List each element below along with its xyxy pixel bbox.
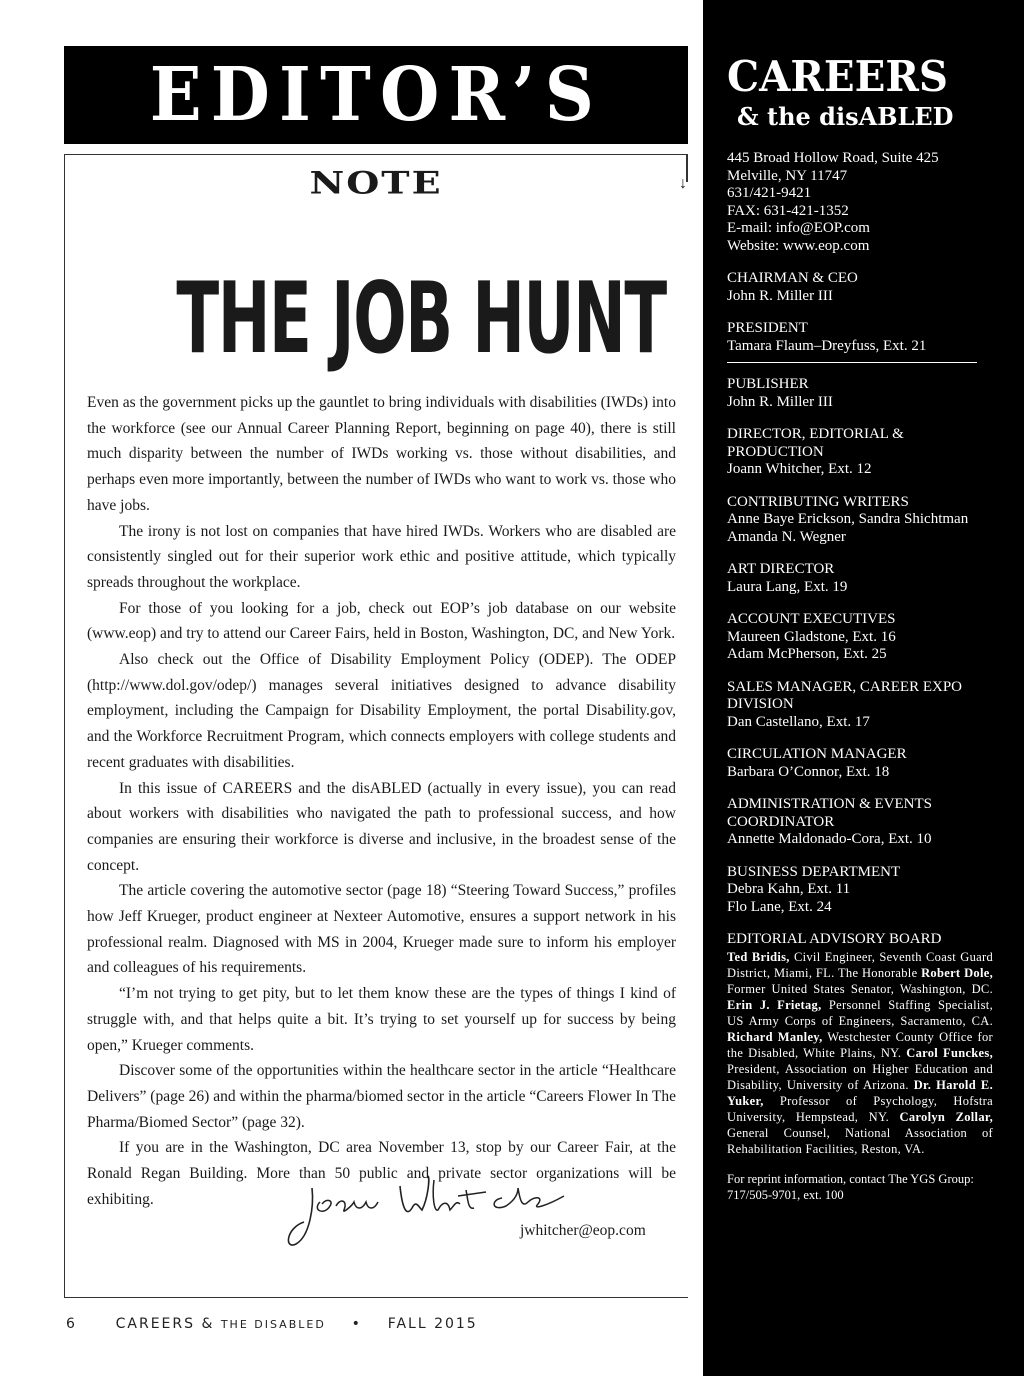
arrow-down-icon: ↓ (679, 175, 687, 192)
staff-entry (727, 494, 993, 547)
staff-role: CONTRIBUTING WRITERS (727, 493, 909, 510)
staff-role: SALES MANAGER, CAREER EXPO DIVISION (727, 678, 963, 712)
staff-name: Dan Castellano, Ext. 17 (727, 713, 870, 730)
masthead-sidebar (703, 0, 1024, 1376)
masthead-content (727, 150, 993, 1203)
board-title: EDITORIAL ADVISORY BOARD (727, 931, 942, 947)
staff-name: Tamara Flaum–Dreyfuss, Ext. 21 (727, 337, 927, 354)
board-member-name: Carolyn Zollar, (899, 1109, 994, 1124)
staff-role: CIRCULATION MANAGER (727, 746, 907, 762)
page-footer (66, 1316, 478, 1332)
advisory-board-text (727, 949, 993, 1157)
email-line: E-mail: info@EOP.com (727, 220, 870, 236)
staff-entry (727, 376, 993, 411)
address-block (727, 150, 993, 255)
reprint-info: For reprint information, contact The YGS Group: 717/505-9701, ext. 100 (727, 1171, 974, 1202)
staff-entry (727, 320, 993, 355)
staff-name: Barbara O’Connor, Ext. 18 (727, 763, 890, 780)
staff-name: Anne Baye Erickson, Sandra Shichtman (727, 511, 969, 527)
board-member-desc: Civil Engineer, Seventh Coast Guard District, Miami, FL. The Honorable (727, 949, 994, 980)
staff-entry (727, 611, 993, 664)
staff-role: CHAIRMAN & CEO (727, 270, 858, 286)
staff-name: Debra Kahn, Ext. 11 (727, 881, 851, 897)
staff-name: Joann Whitcher, Ext. 12 (727, 461, 872, 477)
footer-bullet: • (351, 1316, 362, 1332)
board-member-name: Erin J. Frietag, (727, 997, 822, 1012)
staff-name: Maureen Gladstone, Ext. 16 (727, 628, 896, 645)
banner-title: EDITOR’S (149, 52, 603, 138)
staff-role: PUBLISHER (727, 376, 809, 392)
board-member-desc: Westchester County Office for the Disabled, White Plains, NY. (727, 1029, 993, 1060)
editors-banner (64, 46, 688, 144)
article-paragraph: In this issue of CAREERS and the disABLED (actually in every issue), you can read about workers with disabilities who navigated the path to professional success, and how companies are ensuring their workforce is diverse and inclusive, in the broadest sense of the concept. (87, 779, 676, 874)
article-headline: THE JOB HUNT (176, 262, 666, 376)
staff-entry (727, 796, 993, 849)
article-body (87, 390, 676, 1213)
signature-image (282, 1166, 582, 1256)
note-heading: NOTE (309, 164, 443, 201)
article-paragraph: “I’m not trying to get pity, but to let them know these are the types of things I kind of struggle with, and that helps quite a bit. It’s trying to set yourself up for success by being open,” Krueger comments. (87, 985, 676, 1054)
staff-name: Annette Maldonado-Cora, Ext. 10 (727, 831, 932, 847)
staff-entry (727, 746, 993, 781)
staff-name: John R. Miller III (727, 287, 833, 304)
footer-issue: FALL 2015 (387, 1316, 478, 1332)
board-member-name: Richard Manley, (727, 1029, 823, 1044)
article-paragraph: The irony is not lost on companies that have hired IWDs. Workers who are disabled are consistently singled out for their superior work ethic and positive attitude, which typically spreads throughout the workplace. (87, 522, 676, 591)
address-line: Melville, NY 11747 (727, 167, 848, 184)
article-paragraph: Discover some of the opportunities within the healthcare sector in the article “Healthcare Delivers” (page 26) and within the pharma/biomed sector in the article “Careers Flower In The Pharma/Biomed Sector” (page 32). (87, 1062, 676, 1131)
board-member-desc: General Counsel, National Association of Rehabilitation Facilities, Reston, VA. (727, 1125, 993, 1156)
staff-entry (727, 426, 993, 479)
phone-line: 631/421-9421 (727, 185, 812, 201)
address-line: 445 Broad Hollow Road, Suite 425 (727, 150, 939, 166)
staff-name: Amanda N. Wegner (727, 528, 846, 545)
board-member-desc: Personnel Staffing Specialist, US Army Corps of Engineers, Sacramento, CA. (727, 997, 994, 1028)
article-paragraph: For those of you looking for a job, check out EOP’s job database on our website (www.eop) and try to attend our Career Fairs, held in Boston, Washington, DC, and New York. (87, 599, 676, 643)
board-member-name: Ted Bridis, (727, 949, 790, 964)
staff-entry (727, 270, 993, 305)
staff-name: Flo Lane, Ext. 24 (727, 898, 832, 915)
staff-name: John R. Miller III (727, 393, 833, 410)
website-line: Website: www.eop.com (727, 237, 870, 254)
staff-entry (727, 679, 993, 732)
article-paragraph: If you are in the Washington, DC area November 13, stop by our Career Fair, at the Ronald Regan Building. More than 50 public and private sector organizations will be exhibiting. (87, 1139, 676, 1208)
staff-role: PRESIDENT (727, 320, 808, 336)
article-paragraph: Also check out the Office of Disability Employment Policy (ODEP). The ODEP (http://www.dol.gov/odep/) manages several initiatives designed to advance disability employment, including the Campaign for Disability Employment, the portal Disability.gov, and the Workforce Recruitment Program, which connects employers with college students and recent graduates with disabilities. (87, 651, 676, 771)
fax-line: FAX: 631-421-1352 (727, 202, 849, 219)
staff-role: ACCOUNT EXECUTIVES (727, 611, 896, 627)
article-paragraph: Even as the government picks up the gauntlet to bring individuals with disabilities (IWDs) into the workforce (see our Annual Career Planning Report, beginning on page 40), there is still much disparity between the number of IWDs working vs. those without disabilities, and perhaps even more importantly, between the number of IWDs who want to work vs. those who have jobs. (87, 394, 676, 514)
footer-magazine-name-small: THE DISABLED (220, 1318, 326, 1331)
staff-entry (727, 864, 993, 917)
masthead-title: CAREERS (727, 52, 948, 101)
masthead-subtitle: & the disABLED (737, 102, 954, 131)
staff-role: DIRECTOR, EDITORIAL & PRODUCTION (727, 426, 904, 460)
article-paragraph: The article covering the automotive sector (page 18) “Steering Toward Success,” profiles how Jeff Krueger, product engineer at Nexteer Automotive, ensures a support network in his professional realm. Diagnosed with MS in 2004, Krueger made sure to inform his employer and colleagues of his requirements. (87, 882, 676, 977)
staff-entry (727, 561, 993, 596)
editor-email: jwhitcher@eop.com (520, 1222, 646, 1239)
board-member-name: Robert Dole, (921, 965, 993, 980)
board-member-name: Carol Funckes, (906, 1045, 993, 1060)
board-member-desc: Former United States Senator, Washington, DC. (727, 981, 993, 996)
board-member-name: Dr. Harold E. Yuker, (727, 1077, 993, 1108)
page-number: 6 (66, 1316, 77, 1332)
staff-role: ADMINISTRATION & EVENTS COORDINATOR (727, 796, 932, 830)
footer-magazine-name: CAREERS & (115, 1316, 221, 1332)
staff-role: BUSINESS DEPARTMENT (727, 863, 901, 880)
staff-name: Adam McPherson, Ext. 25 (727, 646, 887, 662)
staff-role: ART DIRECTOR (727, 561, 835, 577)
divider (727, 362, 977, 363)
board-member-desc: Professor of Psychology, Hofstra University, Hempstead, NY. (727, 1093, 993, 1124)
staff-name: Laura Lang, Ext. 19 (727, 578, 848, 595)
board-member-desc: President, Association on Higher Education and Disability, University of Arizona. (727, 1061, 993, 1092)
